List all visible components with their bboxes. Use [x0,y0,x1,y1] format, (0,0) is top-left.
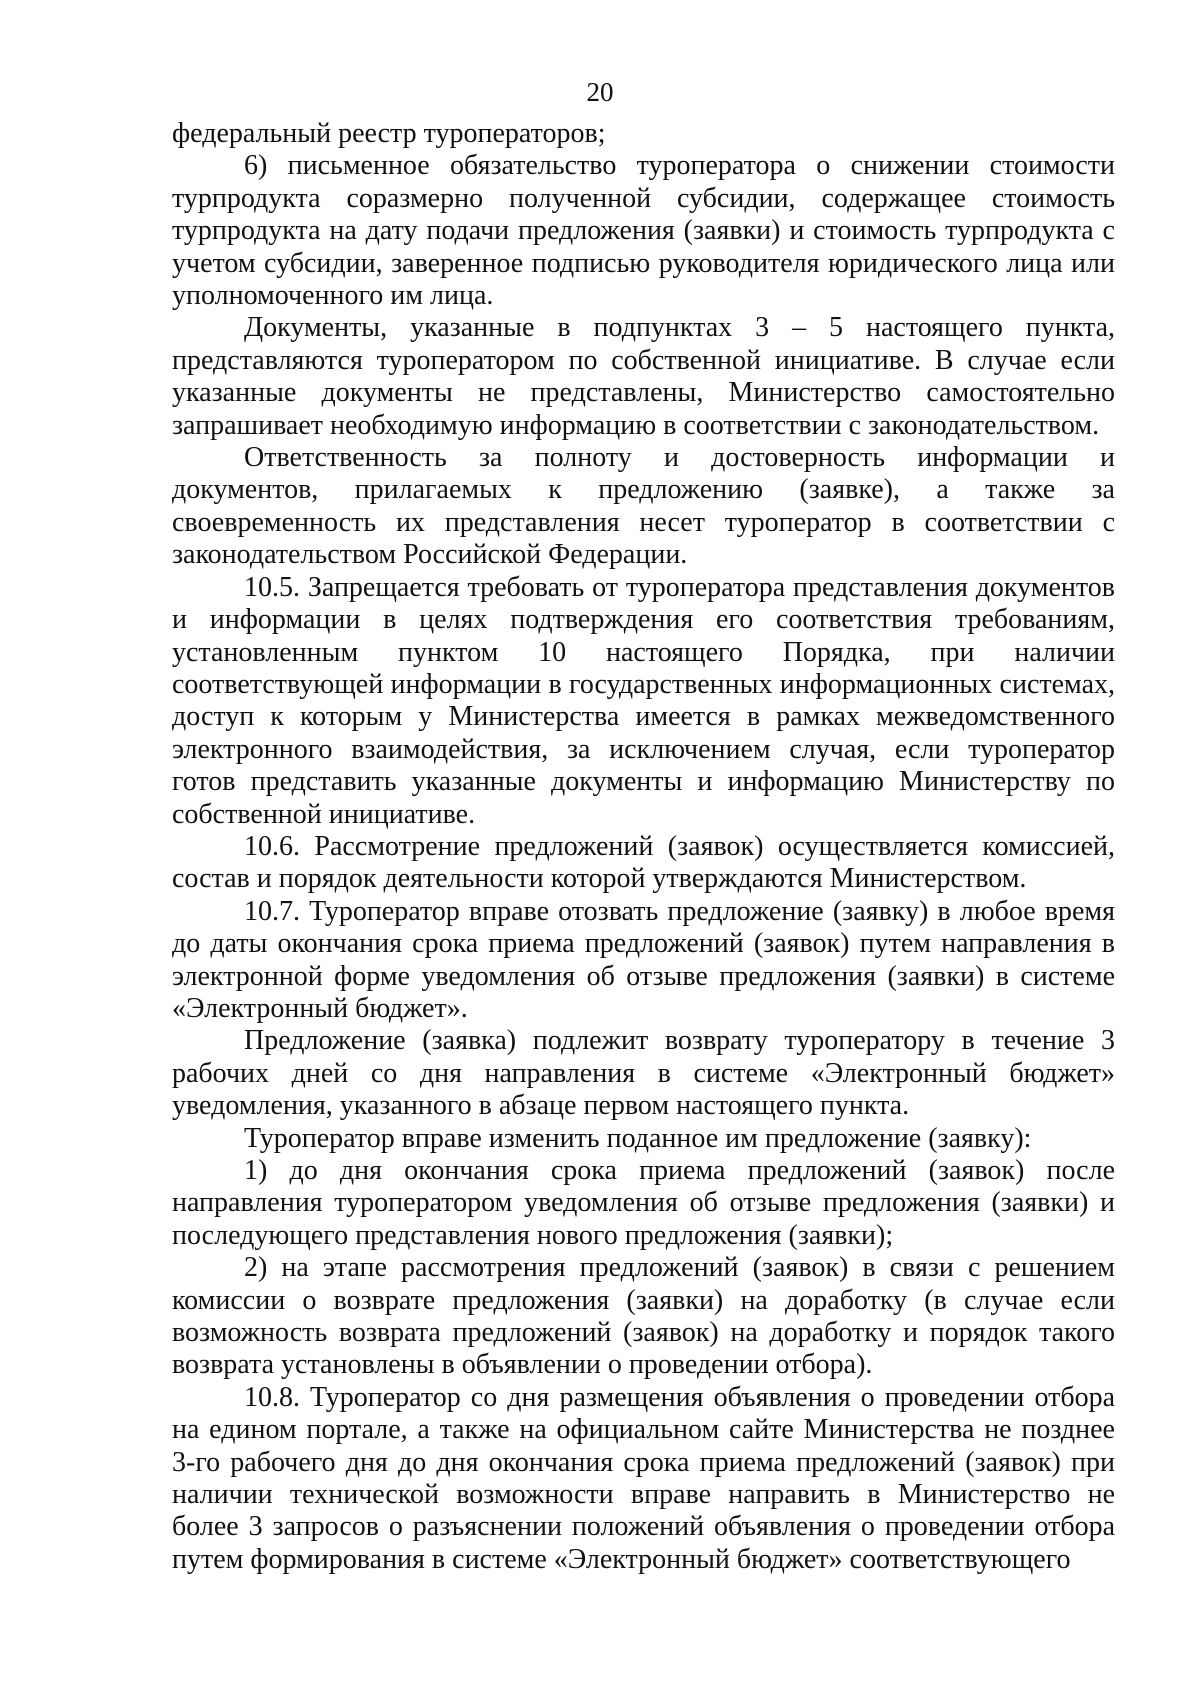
paragraph-change: Туроператор вправе изменить поданное им предложение (заявку): [244,1122,1032,1154]
paragraph-federal-registry: федеральный реестр туроператоров; [172,118,606,149]
paragraph-documents: Документы, указанные в подпунктах 3 – 5 настоящего пункта, представляются туроператором по собственной инициативе. В случае если указанные документы не представлены, Министерство самостоятельно запрашивает необходимую информацию в соответствии с законодательством. [172,312,1115,441]
page-number: 20 [586,77,614,107]
paragraph-responsibility: Ответственность за полноту и достоверность информации и документов, прилагаемых к предложению (заявке), а также за своевременность их представления несет туроператор в соответствии с законодательством Российской Федерации. [172,442,1115,571]
paragraph-10-7: 10.7. Туроператор вправе отозвать предложение (заявку) в любое время до даты окончания срока приема предложений (заявок) путем направления в электронной форме уведомления об отзыве предложения (заявки) в системе «Электронный бюджет». [172,895,1115,1024]
paragraph-return: Предложение (заявка) подлежит возврату туроператору в течение 3 рабочих дней со дня направления в системе «Электронный бюджет» уведомления, указанного в абзаце первом настоящего пункта. [172,1025,1115,1122]
document-body [172,118,1115,1576]
paragraph-change-item-2: 2) на этапе рассмотрения предложений (заявок) в связи с решением комиссии о возврате предложения (заявки) на доработку (в случае если возможность возврата предложений (заявок) на доработку и порядок такого возврата установлены в объявлении о проведении отбора). [172,1252,1115,1381]
paragraph-10-6: 10.6. Рассмотрение предложений (заявок) осуществляется комиссией, состав и порядок деятельности которой утверждаются Министерством. [172,830,1115,895]
paragraph-item-6: 6) письменное обязательство туроператора о снижении стоимости турпродукта соразмерно полученной субсидии, содержащее стоимость турпродукта на дату подачи предложения (заявки) и стоимость турпродукта с учетом субсидии, заверенное подписью руководителя юридического лица или уполномоченного им лица. [172,150,1115,312]
paragraph-change-item-1: 1) до дня окончания срока приема предложений (заявок) после направления туроператором уведомления об отзыве предложения (заявки) и последующего представления нового предложения (заявки); [172,1155,1115,1251]
paragraph-10-5: 10.5. Запрещается требовать от туроператора представления документов и информации в целях подтверждения его соответствия требованиям, установленным пунктом 10 настоящего Порядка, при наличии соответствующей информации в государственных информационных системах, доступ к которым у Министерства имеется в рамках межведомственного электронного взаимодействия, за исключением случая, если туроператор готов представить указанные документы и информацию Министерству по собственной инициативе. [172,571,1115,830]
paragraph-10-8: 10.8. Туроператор со дня размещения объявления о проведении отбора на едином портале, а также на официальном сайте Министерства не позднее 3-го рабочего дня до дня окончания срока приема предложений (заявок) при наличии технической возможности вправе направить в Министерство не более 3 запросов о разъяснении положений объявления о проведении отбора путем формирования в системе «Электронный бюджет» соответствующего [172,1381,1115,1575]
